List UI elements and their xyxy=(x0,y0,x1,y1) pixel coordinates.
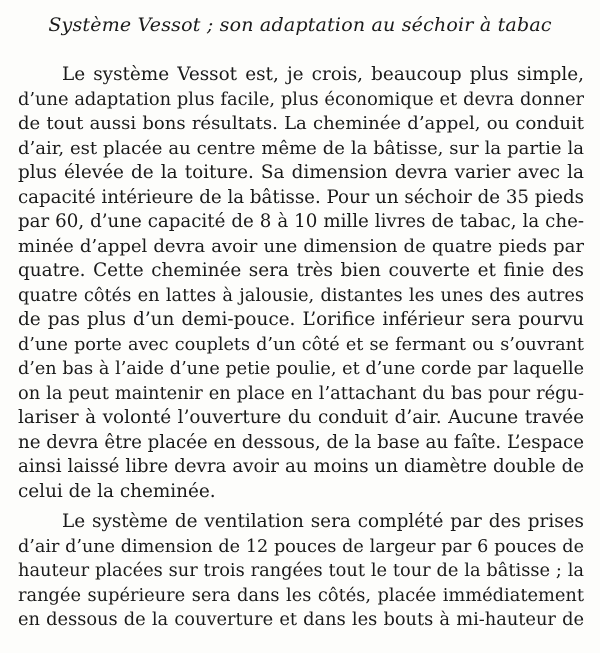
text-line: d’air, est placée au centre même de la bâtisse, sur la partie la xyxy=(18,137,584,159)
text-line: d’en bas à l’aide d’une petie poulie, et d’une corde par laquelle xyxy=(18,359,584,379)
text-line: ne devra être placée en dessous, de la base au faîte. L’espace xyxy=(18,431,584,453)
text-line: de pas plus d’un demi-pouce. L’orifice inférieur sera pourvu xyxy=(18,309,584,330)
paragraph-2 xyxy=(18,510,584,633)
text-line: plus élevée de la toiture. Sa dimension devra varier avec la xyxy=(18,162,584,183)
text-line: quatre. Cette cheminée sera très bien couverte et finie des xyxy=(18,260,584,281)
text-line: lariser à volonté l’ouverture du conduit d’air. Aucune travée xyxy=(18,407,584,428)
text-line: rangée supérieure sera dans les côtés, placée immédiatement xyxy=(18,584,584,606)
text-line: celui de la cheminée. xyxy=(18,480,216,502)
text-line: hauteur placées sur trois rangées tout le tour de la bâtisse ; la xyxy=(18,560,584,581)
text-line: quatre côtés en lattes à jalousie, distantes les unes des autres xyxy=(18,284,584,306)
text-line: par 60, d’une capacité de 8 à 10 mille livres de tabac, la che- xyxy=(18,211,584,232)
text-line: on la peut maintenir en place en l’attachant du bas pour régu- xyxy=(18,382,584,404)
section-title: Système Vessot ; son adaptation au séchoir à tabac xyxy=(48,14,552,36)
text-line: minée d’appel devra avoir une dimension de quatre pieds par xyxy=(18,235,584,257)
text-line: en dessous de la couverture et dans les bouts à mi-hauteur de xyxy=(18,609,584,630)
text-line: d’une adaptation plus facile, plus économique et devra donner xyxy=(18,88,584,110)
paragraph-1 xyxy=(18,63,584,504)
text-line: Le système de ventilation sera complété par des prises xyxy=(62,511,584,532)
text-line: d’air d’une dimension de 12 pouces de largeur par 6 pouces de xyxy=(18,536,584,557)
text-line: capacité intérieure de la bâtisse. Pour un séchoir de 35 pieds xyxy=(18,186,584,208)
text-line: Le système Vessot est, je crois, beaucoup plus simple, xyxy=(62,64,584,85)
text-line: ainsi laissé libre devra avoir au moins un diamètre double de xyxy=(18,456,584,477)
text-line: d’une porte avec couplets d’un côté et se fermant ou s’ouvrant xyxy=(18,334,584,355)
text-line: de tout aussi bons résultats. La cheminée d’appel, ou conduit xyxy=(18,113,584,134)
